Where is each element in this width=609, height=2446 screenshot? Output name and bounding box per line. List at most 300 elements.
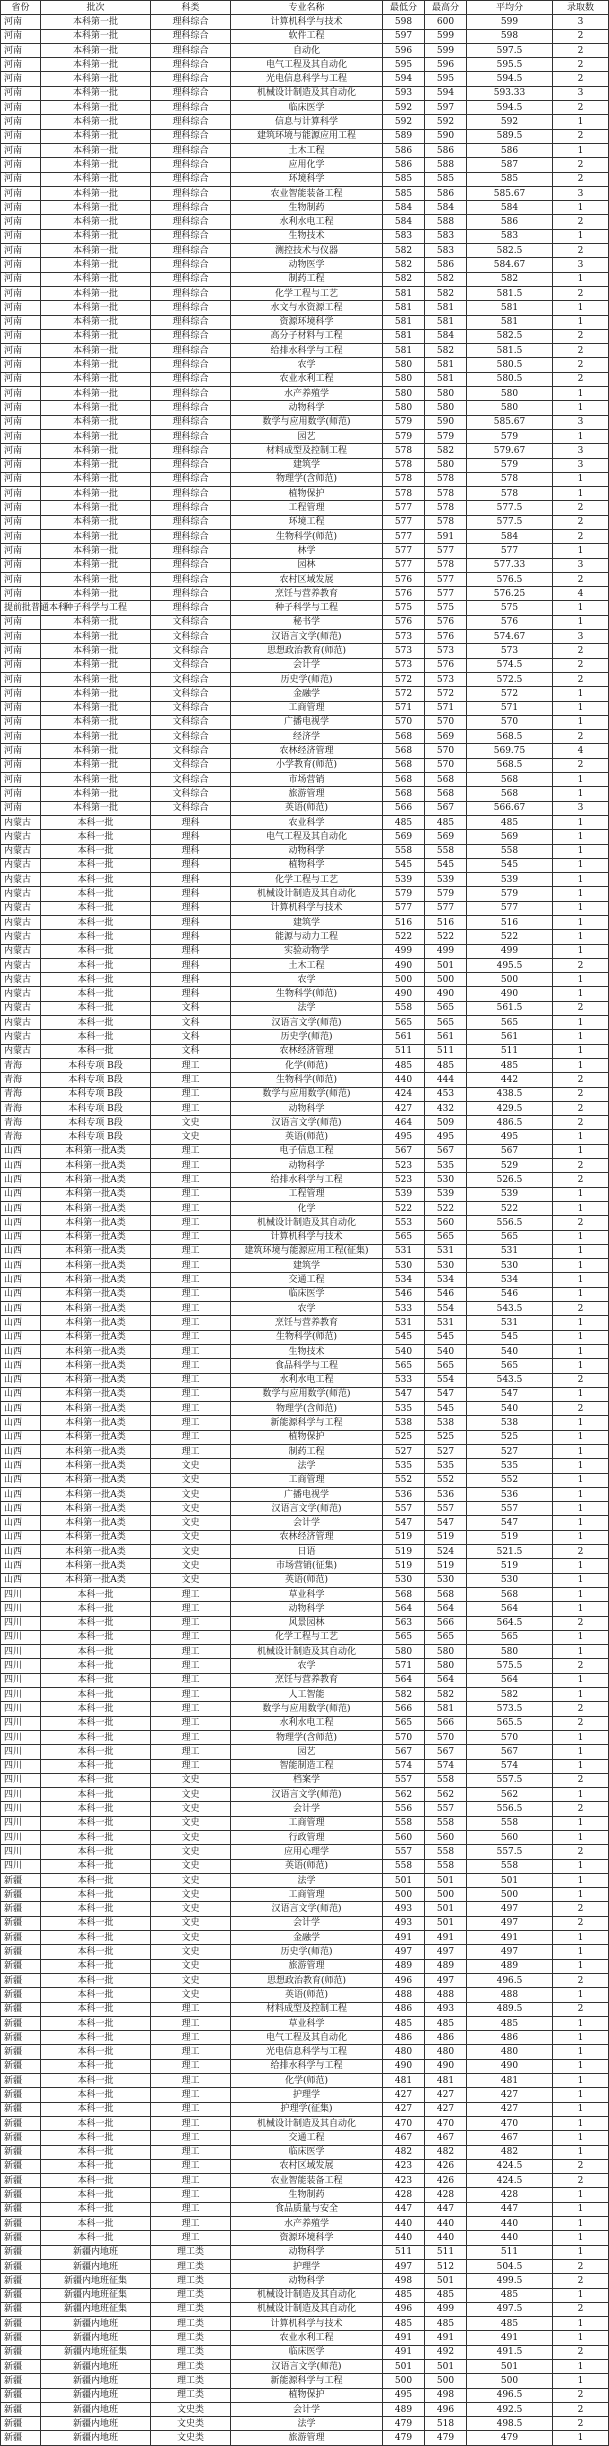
max-score-cell: 557 <box>425 1502 467 1516</box>
min-score-cell: 491 <box>383 2345 425 2359</box>
category-cell: 理科 <box>151 815 231 829</box>
batch-cell: 本科一批 <box>41 1645 151 1659</box>
admitted-count-cell: 1 <box>553 1130 609 1144</box>
province-cell: 河南 <box>1 644 41 658</box>
major-cell: 计算机科学与技术 <box>231 901 383 915</box>
batch-cell: 本科第一批 <box>41 86 151 100</box>
province-cell: 内蒙古 <box>1 858 41 872</box>
admitted-count-cell: 1 <box>553 1630 609 1644</box>
max-score-cell: 568 <box>425 1587 467 1601</box>
batch-cell: 本科第一批 <box>41 72 151 86</box>
table-row <box>1 701 609 715</box>
min-score-cell: 495 <box>383 2388 425 2402</box>
category-cell: 理科综合 <box>151 329 231 343</box>
major-cell: 植物科学 <box>231 858 383 872</box>
batch-cell: 本科一批 <box>41 2102 151 2116</box>
min-score-cell: 497 <box>383 2259 425 2273</box>
major-cell: 水产养殖学 <box>231 2217 383 2231</box>
admitted-count-cell: 1 <box>553 315 609 329</box>
admitted-count-cell: 2 <box>553 29 609 43</box>
category-cell: 理工 <box>151 1645 231 1659</box>
province-cell: 四川 <box>1 1587 41 1601</box>
batch-cell: 本科第一批 <box>41 515 151 529</box>
province-cell: 内蒙古 <box>1 887 41 901</box>
major-cell: 动物科学 <box>231 844 383 858</box>
batch-cell: 本科第一批 <box>41 644 151 658</box>
major-cell: 资源环境科学 <box>231 315 383 329</box>
avg-score-cell: 558 <box>467 1859 553 1873</box>
table-row <box>1 758 609 772</box>
table-row <box>1 315 609 329</box>
admitted-count-cell: 1 <box>553 1988 609 2002</box>
province-cell: 四川 <box>1 1702 41 1716</box>
batch-cell: 本科第一批 <box>41 215 151 229</box>
min-score-cell: 556 <box>383 1802 425 1816</box>
avg-score-cell: 485 <box>467 2016 553 2030</box>
avg-score-cell: 568 <box>467 787 553 801</box>
category-cell: 文科综合 <box>151 644 231 658</box>
province-cell: 新疆 <box>1 2002 41 2016</box>
batch-cell: 本科一批 <box>41 1616 151 1630</box>
max-score-cell: 588 <box>425 158 467 172</box>
table-row <box>1 930 609 944</box>
avg-score-cell: 482 <box>467 2145 553 2159</box>
major-cell: 烹饪与营养教育 <box>231 1673 383 1687</box>
max-score-cell: 582 <box>425 444 467 458</box>
avg-score-cell: 497 <box>467 1916 553 1930</box>
max-score-cell: 574 <box>425 1759 467 1773</box>
admitted-count-cell: 2 <box>553 1402 609 1416</box>
major-cell: 化学工程与工艺 <box>231 873 383 887</box>
admitted-count-cell: 1 <box>553 2145 609 2159</box>
batch-cell: 本科第一批 <box>41 315 151 329</box>
max-score-cell: 489 <box>425 1959 467 1973</box>
major-cell: 建筑学 <box>231 1259 383 1273</box>
max-score-cell: 562 <box>425 1788 467 1802</box>
admitted-count-cell: 1 <box>553 201 609 215</box>
admitted-count-cell: 1 <box>553 1730 609 1744</box>
min-score-cell: 485 <box>383 1058 425 1072</box>
max-score-cell: 535 <box>425 1459 467 1473</box>
max-score-cell: 499 <box>425 944 467 958</box>
batch-cell: 种子科学与工程 <box>41 601 151 615</box>
max-score-cell: 481 <box>425 2074 467 2088</box>
category-cell: 文科 <box>151 1001 231 1015</box>
table-row <box>1 1259 609 1273</box>
header-row <box>1 1 609 15</box>
province-cell: 内蒙古 <box>1 958 41 972</box>
admitted-count-cell: 1 <box>553 2245 609 2259</box>
batch-cell: 本科一批 <box>41 1659 151 1673</box>
province-cell: 新疆 <box>1 2431 41 2445</box>
admitted-count-cell: 2 <box>553 1773 609 1787</box>
category-cell: 理科 <box>151 973 231 987</box>
major-cell: 机械设计制造及其自动化 <box>231 1645 383 1659</box>
province-cell: 河南 <box>1 658 41 672</box>
admitted-count-cell: 2 <box>553 1973 609 1987</box>
avg-score-cell: 531 <box>467 1316 553 1330</box>
table-row <box>1 1487 609 1501</box>
major-cell: 烹饪与营养教育 <box>231 587 383 601</box>
province-cell: 提前批普通本科 <box>1 601 41 615</box>
avg-score-cell: 485 <box>467 815 553 829</box>
table-row <box>1 958 609 972</box>
admitted-count-cell: 3 <box>553 458 609 472</box>
category-cell: 理科综合 <box>151 286 231 300</box>
batch-cell: 本科第一批 <box>41 687 151 701</box>
table-row <box>1 2274 609 2288</box>
table-row <box>1 973 609 987</box>
max-score-cell: 558 <box>425 1773 467 1787</box>
table-row <box>1 2345 609 2359</box>
table-row <box>1 1859 609 1873</box>
table-row <box>1 687 609 701</box>
batch-cell: 新疆内地班 <box>41 2417 151 2431</box>
max-score-cell: 482 <box>425 2145 467 2159</box>
major-cell: 机械设计制造及其自动化 <box>231 2116 383 2130</box>
table-row <box>1 1645 609 1659</box>
admitted-count-cell: 1 <box>553 1230 609 1244</box>
admitted-count-cell: 2 <box>553 129 609 143</box>
max-score-cell: 485 <box>425 2317 467 2331</box>
table-row <box>1 1587 609 1601</box>
min-score-cell: 567 <box>383 1144 425 1158</box>
province-cell: 四川 <box>1 1602 41 1616</box>
province-cell: 内蒙古 <box>1 973 41 987</box>
max-score-cell: 560 <box>425 1831 467 1845</box>
batch-cell: 本科第一批A类 <box>41 1273 151 1287</box>
avg-score-cell: 485 <box>467 2317 553 2331</box>
avg-score-cell: 580.5 <box>467 372 553 386</box>
batch-cell: 本科第一批A类 <box>41 1444 151 1458</box>
admitted-count-cell: 4 <box>553 587 609 601</box>
admitted-count-cell: 1 <box>553 229 609 243</box>
max-score-cell: 531 <box>425 1316 467 1330</box>
admitted-count-cell: 1 <box>553 1144 609 1158</box>
category-cell: 理工 <box>151 1702 231 1716</box>
avg-score-cell: 429.5 <box>467 1101 553 1115</box>
major-cell: 种子科学与工程 <box>231 601 383 615</box>
category-cell: 理科综合 <box>151 129 231 143</box>
batch-cell: 本科一批 <box>41 1759 151 1773</box>
avg-score-cell: 578 <box>467 472 553 486</box>
batch-cell: 本科第一批 <box>41 801 151 815</box>
major-cell: 思想政治教育(师范) <box>231 1973 383 1987</box>
min-score-cell: 427 <box>383 1101 425 1115</box>
province-cell: 新疆 <box>1 2131 41 2145</box>
avg-score-cell: 587 <box>467 158 553 172</box>
admitted-count-cell: 2 <box>553 2417 609 2431</box>
admitted-count-cell: 2 <box>553 358 609 372</box>
avg-score-cell: 424.5 <box>467 2159 553 2173</box>
table-row <box>1 2059 609 2073</box>
admitted-count-cell: 3 <box>553 558 609 572</box>
batch-cell: 本科第一批 <box>41 444 151 458</box>
table-row <box>1 2131 609 2145</box>
min-score-cell: 584 <box>383 201 425 215</box>
header-major: 专业名称 <box>231 1 383 15</box>
category-cell: 理科综合 <box>151 315 231 329</box>
batch-cell: 本科一批 <box>41 2059 151 2073</box>
category-cell: 理工 <box>151 1173 231 1187</box>
table-row <box>1 730 609 744</box>
batch-cell: 本科一批 <box>41 887 151 901</box>
category-cell: 文史 <box>151 1916 231 1930</box>
min-score-cell: 581 <box>383 344 425 358</box>
table-row <box>1 1201 609 1215</box>
province-cell: 新疆 <box>1 2174 41 2188</box>
province-cell: 河南 <box>1 229 41 243</box>
table-row <box>1 2231 609 2245</box>
category-cell: 理工 <box>151 1659 231 1673</box>
batch-cell: 本科一批 <box>41 2031 151 2045</box>
province-cell: 四川 <box>1 1759 41 1773</box>
batch-cell: 本科一批 <box>41 1688 151 1702</box>
major-cell: 英语(师范) <box>231 1573 383 1587</box>
avg-score-cell: 498.5 <box>467 2417 553 2431</box>
max-score-cell: 490 <box>425 987 467 1001</box>
avg-score-cell: 579 <box>467 458 553 472</box>
category-cell: 理工 <box>151 1344 231 1358</box>
min-score-cell: 580 <box>383 372 425 386</box>
admitted-count-cell: 2 <box>553 501 609 515</box>
table-row <box>1 115 609 129</box>
avg-score-cell: 569.75 <box>467 744 553 758</box>
table-row <box>1 1788 609 1802</box>
avg-score-cell: 499 <box>467 944 553 958</box>
province-cell: 河南 <box>1 143 41 157</box>
min-score-cell: 577 <box>383 558 425 572</box>
min-score-cell: 493 <box>383 1916 425 1930</box>
table-row <box>1 2102 609 2116</box>
admitted-count-cell: 2 <box>553 101 609 115</box>
avg-score-cell: 427 <box>467 2088 553 2102</box>
avg-score-cell: 440 <box>467 2217 553 2231</box>
major-cell: 临床医学 <box>231 1287 383 1301</box>
batch-cell: 本科第一批 <box>41 244 151 258</box>
admitted-count-cell: 1 <box>553 1030 609 1044</box>
table-row <box>1 458 609 472</box>
province-cell: 河南 <box>1 529 41 543</box>
admitted-count-cell: 1 <box>553 1816 609 1830</box>
avg-score-cell: 516 <box>467 916 553 930</box>
max-score-cell: 595 <box>425 72 467 86</box>
admitted-count-cell: 1 <box>553 701 609 715</box>
admitted-count-cell: 1 <box>553 1959 609 1973</box>
major-cell: 食品质量与安全 <box>231 2202 383 2216</box>
batch-cell: 本科第一批A类 <box>41 1430 151 1444</box>
avg-score-cell: 565 <box>467 1230 553 1244</box>
province-cell: 新疆 <box>1 2402 41 2416</box>
min-score-cell: 573 <box>383 644 425 658</box>
min-score-cell: 488 <box>383 1988 425 2002</box>
category-cell: 理科综合 <box>151 272 231 286</box>
max-score-cell: 518 <box>425 2417 467 2431</box>
major-cell: 计算机科学与技术 <box>231 15 383 29</box>
avg-score-cell: 500 <box>467 2374 553 2388</box>
category-cell: 文史 <box>151 1931 231 1945</box>
table-row <box>1 1959 609 1973</box>
province-cell: 四川 <box>1 1659 41 1673</box>
admitted-count-cell: 1 <box>553 387 609 401</box>
category-cell: 理工 <box>151 2159 231 2173</box>
admitted-count-cell: 2 <box>553 1616 609 1630</box>
province-cell: 新疆 <box>1 2102 41 2116</box>
max-score-cell: 498 <box>425 2388 467 2402</box>
min-score-cell: 566 <box>383 1702 425 1716</box>
province-cell: 山西 <box>1 1559 41 1573</box>
table-row <box>1 201 609 215</box>
min-score-cell: 489 <box>383 2402 425 2416</box>
category-cell: 理工 <box>151 1730 231 1744</box>
min-score-cell: 536 <box>383 1487 425 1501</box>
admitted-count-cell: 1 <box>553 1459 609 1473</box>
batch-cell: 本科第一批 <box>41 487 151 501</box>
major-cell: 生物科学(师范) <box>231 529 383 543</box>
table-row <box>1 1873 609 1887</box>
admitted-count-cell: 1 <box>553 1645 609 1659</box>
max-score-cell: 491 <box>425 1931 467 1945</box>
avg-score-cell: 557.5 <box>467 1773 553 1787</box>
min-score-cell: 485 <box>383 2317 425 2331</box>
batch-cell: 本科一批 <box>41 1602 151 1616</box>
category-cell: 理工 <box>151 2217 231 2231</box>
table-row <box>1 1316 609 1330</box>
major-cell: 水产养殖学 <box>231 387 383 401</box>
batch-cell: 本科第一批 <box>41 387 151 401</box>
category-cell: 理科综合 <box>151 601 231 615</box>
batch-cell: 本科一批 <box>41 1973 151 1987</box>
batch-cell: 本科一批 <box>41 2188 151 2202</box>
avg-score-cell: 564 <box>467 1673 553 1687</box>
category-cell: 理科综合 <box>151 301 231 315</box>
min-score-cell: 516 <box>383 916 425 930</box>
avg-score-cell: 576.5 <box>467 572 553 586</box>
max-score-cell: 558 <box>425 844 467 858</box>
major-cell: 日语 <box>231 1545 383 1559</box>
province-cell: 内蒙古 <box>1 844 41 858</box>
table-row <box>1 572 609 586</box>
avg-score-cell: 552 <box>467 1473 553 1487</box>
major-cell: 数学与应用数学(师范) <box>231 1087 383 1101</box>
admitted-count-cell: 1 <box>553 973 609 987</box>
category-cell: 文科综合 <box>151 687 231 701</box>
min-score-cell: 440 <box>383 2217 425 2231</box>
max-score-cell: 554 <box>425 1373 467 1387</box>
batch-cell: 本科第一批A类 <box>41 1459 151 1473</box>
admitted-count-cell: 3 <box>553 15 609 29</box>
table-row <box>1 1831 609 1845</box>
min-score-cell: 594 <box>383 72 425 86</box>
avg-score-cell: 560 <box>467 1831 553 1845</box>
min-score-cell: 558 <box>383 844 425 858</box>
batch-cell: 新疆内地班 <box>41 2402 151 2416</box>
avg-score-cell: 424.5 <box>467 2174 553 2188</box>
avg-score-cell: 501 <box>467 1873 553 1887</box>
max-score-cell: 577 <box>425 901 467 915</box>
category-cell: 理科综合 <box>151 372 231 386</box>
province-cell: 山西 <box>1 1273 41 1287</box>
admitted-count-cell: 1 <box>553 2045 609 2059</box>
province-cell: 内蒙古 <box>1 815 41 829</box>
batch-cell: 本科一批 <box>41 1587 151 1601</box>
batch-cell: 本科第一批 <box>41 358 151 372</box>
major-cell: 数学与应用数学(师范) <box>231 1387 383 1401</box>
major-cell: 会计学 <box>231 1516 383 1530</box>
province-cell: 河南 <box>1 29 41 43</box>
province-cell: 山西 <box>1 1530 41 1544</box>
avg-score-cell: 490 <box>467 2059 553 2073</box>
avg-score-cell: 562 <box>467 1788 553 1802</box>
max-score-cell: 565 <box>425 1630 467 1644</box>
major-cell: 信息与计算科学 <box>231 115 383 129</box>
province-cell: 河南 <box>1 630 41 644</box>
batch-cell: 本科第一批 <box>41 286 151 300</box>
category-cell: 文史 <box>151 1816 231 1830</box>
province-cell: 四川 <box>1 1673 41 1687</box>
category-cell: 文史 <box>151 1973 231 1987</box>
major-cell: 植物保护 <box>231 1430 383 1444</box>
province-cell: 新疆 <box>1 1945 41 1959</box>
category-cell: 文史 <box>151 1530 231 1544</box>
admitted-count-cell: 1 <box>553 487 609 501</box>
table-row <box>1 43 609 57</box>
min-score-cell: 581 <box>383 286 425 300</box>
admitted-count-cell: 1 <box>553 830 609 844</box>
avg-score-cell: 497.5 <box>467 2302 553 2316</box>
table-row <box>1 2359 609 2373</box>
max-score-cell: 600 <box>425 15 467 29</box>
max-score-cell: 575 <box>425 601 467 615</box>
avg-score-cell: 496.5 <box>467 1973 553 1987</box>
table-row <box>1 715 609 729</box>
avg-score-cell: 557 <box>467 1502 553 1516</box>
table-row <box>1 2417 609 2431</box>
min-score-cell: 531 <box>383 1316 425 1330</box>
admitted-count-cell: 3 <box>553 444 609 458</box>
max-score-cell: 427 <box>425 2088 467 2102</box>
category-cell: 文科综合 <box>151 672 231 686</box>
batch-cell: 本科专项 B段 <box>41 1087 151 1101</box>
batch-cell: 本科第一批 <box>41 472 151 486</box>
major-cell: 电气工程及其自动化 <box>231 58 383 72</box>
batch-cell: 本科第一批A类 <box>41 1502 151 1516</box>
category-cell: 理工 <box>151 1359 231 1373</box>
major-cell: 建筑学 <box>231 458 383 472</box>
batch-cell: 本科一批 <box>41 2174 151 2188</box>
category-cell: 理工 <box>151 2002 231 2016</box>
min-score-cell: 539 <box>383 1187 425 1201</box>
table-row <box>1 372 609 386</box>
major-cell: 给排水科学与工程 <box>231 2059 383 2073</box>
min-score-cell: 485 <box>383 815 425 829</box>
table-row <box>1 1845 609 1859</box>
batch-cell: 本科第一批 <box>41 115 151 129</box>
admitted-count-cell: 2 <box>553 1216 609 1230</box>
province-cell: 山西 <box>1 1573 41 1587</box>
major-cell: 历史学(师范) <box>231 672 383 686</box>
admitted-count-cell: 1 <box>553 1259 609 1273</box>
max-score-cell: 567 <box>425 1144 467 1158</box>
category-cell: 理科综合 <box>151 15 231 29</box>
min-score-cell: 490 <box>383 958 425 972</box>
max-score-cell: 500 <box>425 2374 467 2388</box>
admitted-count-cell: 1 <box>553 687 609 701</box>
admitted-count-cell: 3 <box>553 630 609 644</box>
avg-score-cell: 546 <box>467 1287 553 1301</box>
min-score-cell: 577 <box>383 515 425 529</box>
avg-score-cell: 488 <box>467 1988 553 2002</box>
